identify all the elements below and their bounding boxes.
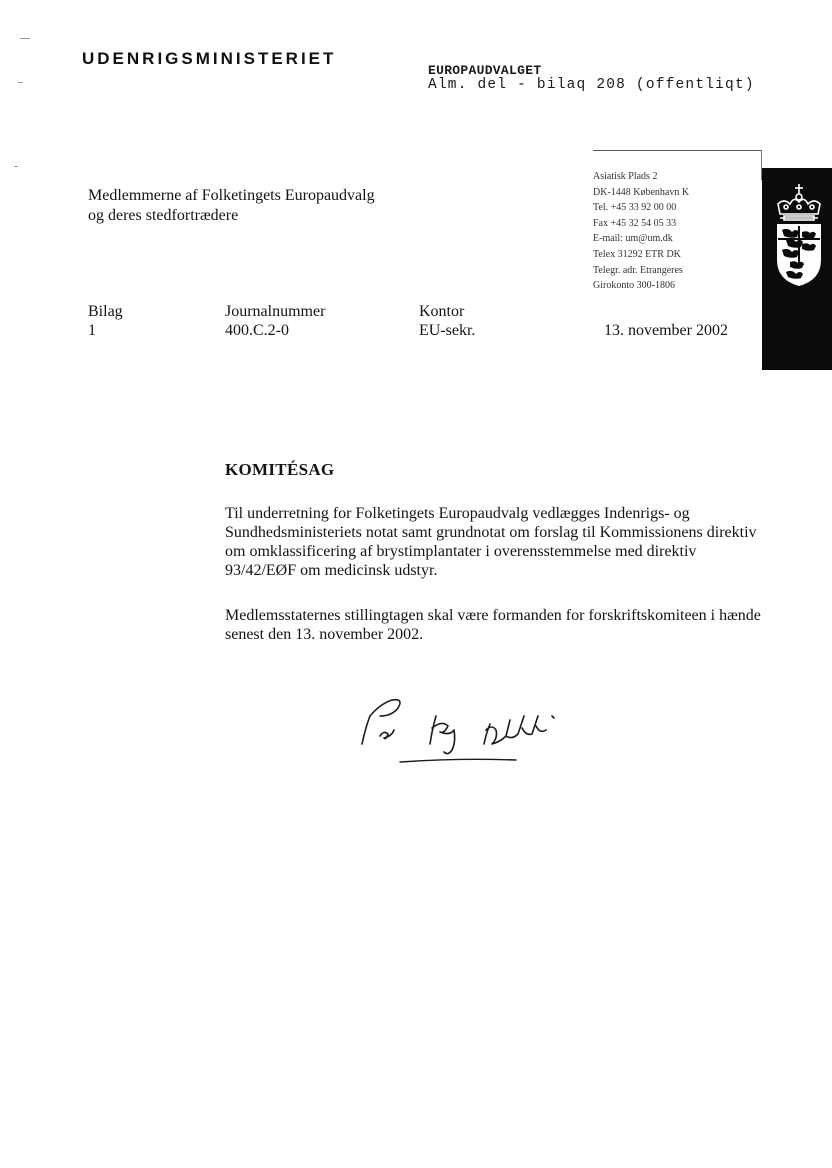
contact-tel: Tel. +45 33 92 00 00 — [593, 202, 677, 214]
journal-field — [225, 302, 325, 340]
body-paragraph-1: Til underretning for Folketingets Europaudvalg vedlægges Indenrigs- og Sundhedsministeriets notat samt grundnotat om forslag til Kommissionens direktiv om omklassificering af brystimplantater i overensstemmelse med direktiv 93/42/EØF om medicinsk udstyr. — [225, 505, 757, 579]
subject-heading: KOMITÉSAG — [225, 460, 335, 479]
contact-giro: Girokonto 300-1806 — [593, 280, 675, 292]
archive-stamp — [428, 63, 755, 93]
kontor-value: EU-sekr. — [419, 322, 476, 339]
scan-mark — [18, 82, 23, 83]
stamp-committee: EUROPAUDVALGET — [428, 63, 542, 78]
stamp-reference: Alm. del - bilaq 208 (offentliqt) — [428, 77, 755, 93]
contact-telex: Telex 31292 ETR DK — [593, 248, 681, 260]
bilag-field — [88, 302, 123, 340]
bilag-label: Bilag — [88, 303, 123, 320]
body-paragraph-2: Medlemsstaternes stillingtagen skal være formanden for forskriftskomiteen i hænde senest den 13. november 2002. — [225, 607, 761, 643]
scan-mark — [20, 38, 30, 39]
kontor-label: Kontor — [419, 303, 465, 320]
recipient-line-1: Medlemmerne af Folketingets Europaudvalg — [88, 187, 375, 204]
contact-address: Asiatisk Plads 2 — [593, 171, 658, 182]
contact-city: DK-1448 København K — [593, 186, 690, 198]
ministry-name-text: UDENRIGSMINISTERIET — [82, 49, 337, 68]
contact-fax: Fax +45 32 54 05 33 — [593, 217, 677, 229]
contact-block — [593, 169, 763, 294]
scan-mark — [14, 166, 18, 167]
journal-value: 400.C.2-0 — [225, 322, 289, 339]
letter-date: 13. november 2002 — [604, 322, 728, 339]
royal-crest-icon — [772, 180, 826, 290]
contact-divider — [593, 150, 761, 151]
contact-email: E-mail: um@um.dk — [593, 233, 673, 245]
kontor-field — [419, 302, 475, 340]
recipient-block — [88, 186, 448, 226]
recipient-line-2: og deres stedfortrædere — [88, 207, 239, 224]
contact-telegram: Telegr. adr. Etrangeres — [593, 264, 683, 276]
bilag-value: 1 — [88, 322, 96, 339]
journal-label: Journalnummer — [225, 303, 326, 320]
handwritten-signature — [340, 686, 580, 776]
ministry-name — [82, 49, 336, 69]
